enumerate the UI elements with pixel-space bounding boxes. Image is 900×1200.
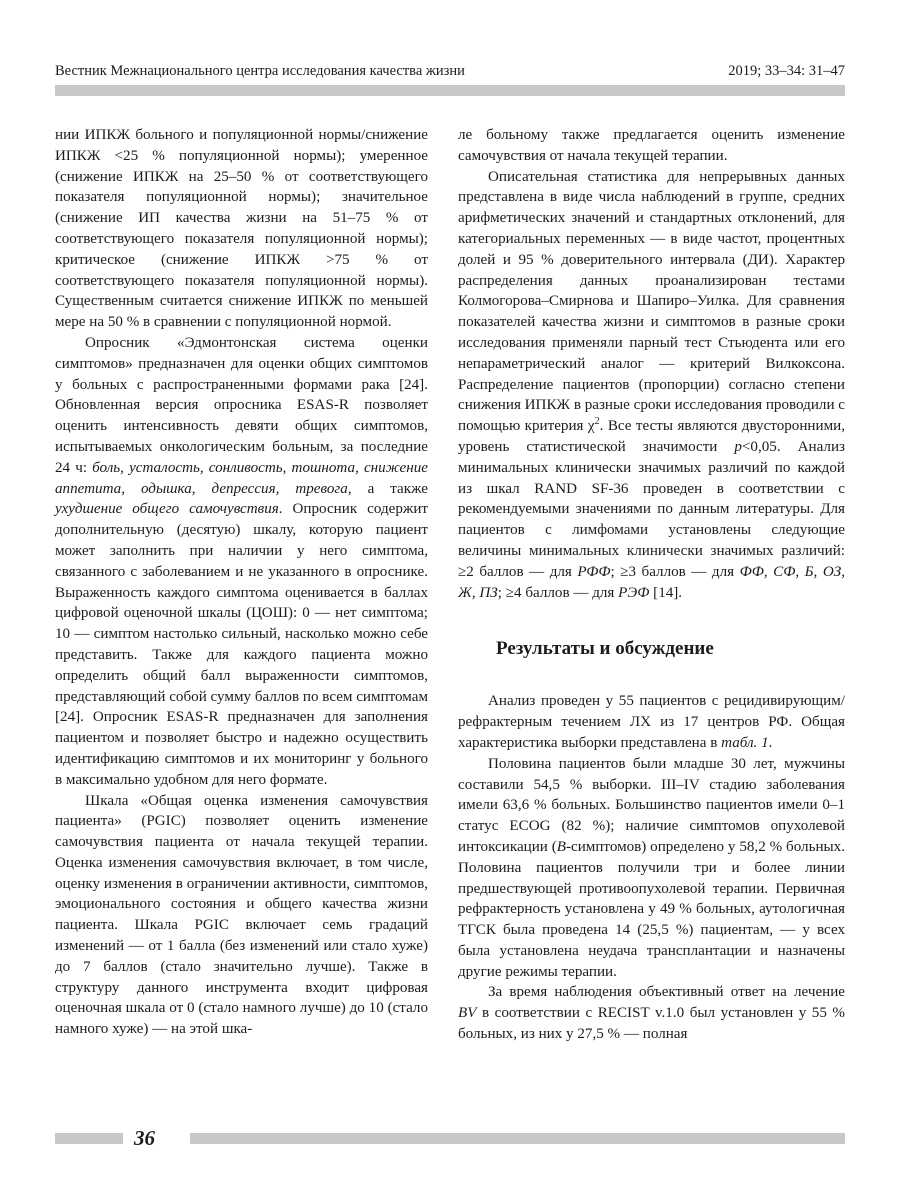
paragraph-pgic-continued: ле больному также предлагается оценить изменение самочувствия от начала текущей терапии. (458, 127, 845, 164)
footer-rule-left (55, 1133, 123, 1144)
table-reference: табл. 1 (721, 734, 769, 751)
symptom-list: боль, усталость, сонливость, тошнота, снижение аппетита, одышка, депрессия, тревога (55, 459, 428, 497)
paragraph-pgic: Шкала «Общая оценка изменения самочувствия пациента» (PGIC) позволяет оценить изменение самочувствия пациента от начала текущей терапии. Оценка изменения самочувствия включает, в том числе, оценку изменения в ограничении активности, симптомов, эмоционального состояния и общего качества жизни пациента. Шкала PGIC включает семь градаций изменений — от 1 балла (без изменений или стало хуже) до 7 баллов (стало значительно лучше). Также в структуру данного инструмента входит цифровая оценочная шкала от 0 (стало намного лучше) до 10 (стало намного хуже) — на этой шка- (55, 792, 428, 1038)
paragraph-response: За время наблюдения объективный ответ на лечение BV в соответствии с RECIST v.1.0 был установлен у 55 % больных, из них у 27,5 % — полная (458, 984, 845, 1043)
paragraph-esas: Опросник «Эдмонтонская система оценки симптомов» предназначен для оценки общих симптомов у больных с распространенными формами рака [24]. Обновленная версия опросника ESAS-R позволяет оценить интенсивность девяти общих симптомов, испытываемых онкологическим больным, за последние 24 ч: боль, усталость, сонливость, тошнота, снижение аппетита, одышка, депрессия, тревога, а также ухудшение общего самочувствия. Опросник содержит дополнительную (десятую) шкалу, которую пациент может заполнить при наличии у него симптома, связанного с заболеванием и не указанного в опроснике. Выраженность каждого симптома оценивается в баллах цифровой оценочной шкалы (ЦОШ): 0 — нет симптома; 10 — симптом настолько сильный, насколько можно себе представить. Также для каждого пациента можно определить общий балл выраженности симптомов, представляющий собой сумму баллов по всем симптомам [24]. Опросник ESAS-R предназначен для заполнения пациентом и позволяет быстро и надежно осуществить идентификацию симптомов и их мониторинг у больного в максимально удобном для него формате. (55, 334, 428, 788)
header-rule (55, 85, 845, 96)
issue-citation: 2019; 33–34: 31–47 (728, 63, 845, 79)
running-header (55, 62, 845, 80)
footer-rule-right (190, 1133, 845, 1144)
right-column (458, 125, 845, 1045)
section-heading: Результаты и обсуждение (496, 638, 714, 660)
paragraph-ipkzh-levels: нии ИПКЖ больного и популяционной нормы/снижение ИПКЖ <25 % популяционной нормы); умеренное (снижение ИПКЖ на 25–50 % от соответствующего показателя популяционной нормы); значительное (снижение ИП качества жизни на 51–75 % от соответствующего показателя популяционной нормы); критическое (снижение ИПКЖ >75 % от соответствующего показателя популяционной нормы). Существенным считается снижение ИПКЖ по меньшей мере на 50 % в сравнении с популяционной нормой. (55, 127, 428, 331)
journal-title: Вестник Межнационального центра исследования качества жизни (55, 63, 465, 79)
paragraph-statistics: Описательная статистика для непрерывных данных представлена в виде числа наблюдений в группе, средних арифметических значений и стандартных отклонений, для категориальных переменных — в виде частот, процентных долей и 95 % доверительного интервала (ДИ). Характер распределения данных проанализирован тестами Колмогорова–Смирнова и Шапиро–Уилка. Для сравнения показателей качества жизни и симптомов в разные сроки исследования применяли парный тест Стьюдента или его непараметрический аналог — критерий Вилкоксона. Распределение пациентов (пропорции) согласно степени снижения ИПКЖ в разные сроки исследования проводили с помощью критерия $\chi^2$. Все тесты являются двусторонними, уровень статистической значимости p<0,05. Анализ минимальных клинически значимых различий по каждой из шкал RAND SF-36 проведен в соответствии с рекомендуемыми значениями по данным литературы. Для пациентов с лимфомами установлены следующие величины минимальных клинически значимых различий: ≥2 баллов — для РФФ; ≥3 баллов — для ФФ, СФ, Б, ОЗ, Ж, ПЗ; ≥4 баллов — для РЭФ [14]. (458, 168, 845, 601)
left-column (55, 125, 428, 1040)
paragraph-analysis: Анализ проведен у 55 пациентов с рецидивирующим/рефрактерным течением ЛХ из 17 центров РФ. Общая характеристика выборки представлена в табл. 1. (458, 693, 845, 751)
wellbeing-term: ухудшение общего самочувствия (55, 501, 279, 518)
paragraph-patient-characteristics: Половина пациентов были младше 30 лет, мужчины составили 54,5 % выборки. III–IV стадию заболевания имели 63,6 % больных. Большинство пациентов имели 0–1 статус ECOG (82 %); наличие симптомов опухолевой интоксикации (B-симптомов) определено у 58,2 % больных. Половина пациентов получили три и более линии предшествующей противоопухолевой терапии. Первичная рефрактерность установлена у 49 % больных, аутологичная ТГСК была проведена 14 (25,5 %) пациентам, — у всех была установлена неудача трансплантации и назначены другие режимы терапии. (458, 755, 845, 980)
page-number: 36 (134, 1126, 155, 1150)
